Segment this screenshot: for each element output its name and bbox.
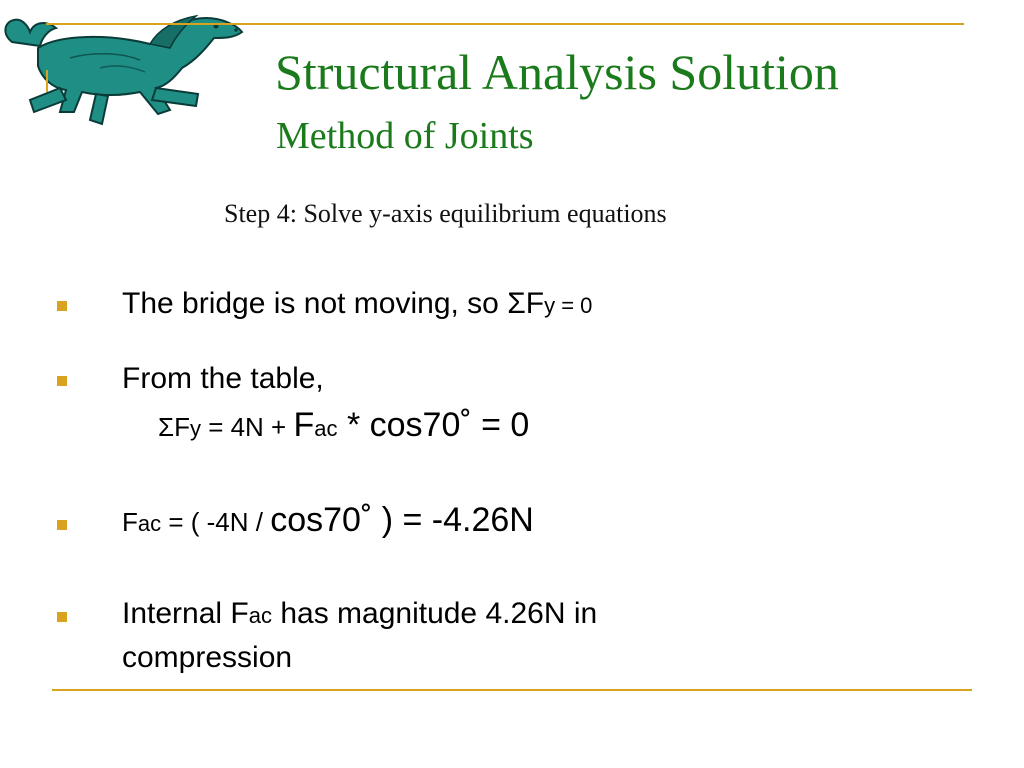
bullet-marker-3 <box>57 520 67 530</box>
bullet-4-rest: has magnitude 4.26N in <box>271 597 598 630</box>
bullet-1-main: The bridge is not moving, so ΣF <box>122 287 545 320</box>
eq-subscript-y: y <box>189 416 201 441</box>
left-accent-line <box>46 70 48 92</box>
slide-title: Structural Analysis Solution <box>275 44 839 100</box>
bullet-1-text <box>122 284 592 326</box>
bullet-1-subscript: y <box>544 293 556 318</box>
bullet-marker-1 <box>57 301 67 311</box>
bullet-2-equation <box>158 405 529 449</box>
mustang-horse-logo-icon <box>0 8 248 132</box>
eq-f: F <box>293 406 315 444</box>
bullet-3-f: F <box>122 507 138 537</box>
bullet-4-continuation: compression <box>122 641 293 674</box>
bullet-3-result: cos70˚ ) = -4.26N <box>270 501 534 539</box>
bullet-1-tail: = 0 <box>555 293 593 318</box>
eq-4n-plus: = 4N + <box>200 412 294 442</box>
bullet-4-main: Internal F <box>122 597 249 630</box>
top-divider <box>46 23 964 25</box>
bullet-marker-2 <box>57 376 67 386</box>
eq-subscript-ac: ac <box>314 416 338 441</box>
bullet-marker-4 <box>57 612 67 622</box>
eq-sigma-f: ΣF <box>158 412 190 442</box>
eq-cos-term: * cos70˚ = 0 <box>337 406 530 444</box>
bullet-4-text <box>122 594 597 636</box>
bullet-4-subscript: ac <box>248 603 272 628</box>
bullet-3-subscript: ac <box>137 511 162 536</box>
step-heading: Step 4: Solve y-axis equilibrium equations <box>224 199 667 228</box>
bottom-divider <box>52 689 972 691</box>
bullet-3-numerator: = ( -4N / <box>161 507 271 537</box>
bullet-3-text <box>122 500 534 544</box>
bullet-2-text: From the table, <box>122 362 324 395</box>
slide-subtitle: Method of Joints <box>276 115 534 157</box>
